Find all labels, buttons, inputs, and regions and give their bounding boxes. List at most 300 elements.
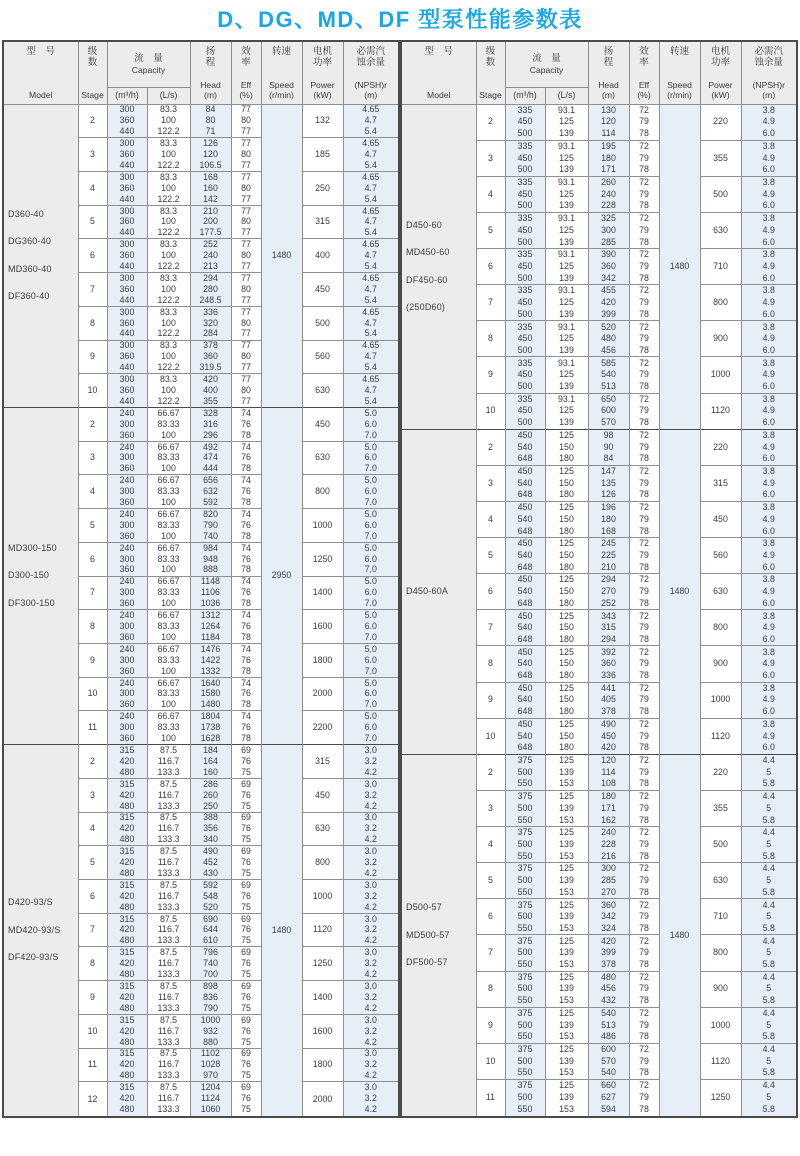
npsh-cell: 6.0	[343, 689, 399, 700]
stage-cell: 9	[78, 981, 107, 1015]
head-cell: 1000	[190, 1014, 231, 1025]
head-cell: 513	[588, 1019, 629, 1031]
head-cell: 1204	[190, 1082, 231, 1093]
stage-cell: 4	[78, 475, 107, 509]
capacity-m3h-cell: 420	[107, 857, 147, 868]
power-cell: 315	[302, 745, 343, 779]
capacity-m3h-cell: 500	[505, 272, 545, 284]
capacity-ls-cell: 139	[545, 803, 588, 815]
npsh-cell: 3.8	[741, 574, 797, 586]
eff-cell: 72	[629, 646, 659, 658]
capacity-ls-cell: 83.3	[147, 171, 190, 182]
npsh-header-lines	[344, 42, 399, 104]
eff-cell: 72	[629, 971, 659, 983]
npsh-cell: 5.0	[343, 677, 399, 688]
power-cell: 630	[700, 863, 741, 899]
eff-cell: 78	[629, 561, 659, 573]
npsh-cell: 5.4	[343, 295, 399, 306]
head-cell: 1422	[190, 655, 231, 666]
eff-cell: 80	[231, 385, 261, 396]
capacity-m3h-cell: 648	[505, 634, 545, 646]
capacity-m3h-cell: 375	[505, 935, 545, 947]
power-cell: 1800	[302, 1048, 343, 1082]
capacity-ls-cell: 87.5	[147, 745, 190, 756]
eff-cell: 78	[629, 381, 659, 393]
col-header-head	[190, 41, 231, 104]
power-label-en: (kW)	[711, 89, 730, 100]
npsh-cell: 7.0	[343, 565, 399, 576]
capacity-m3h-cell: 240	[107, 542, 147, 553]
npsh-cell: 5.0	[343, 610, 399, 621]
head-cell: 420	[190, 374, 231, 385]
head-cell: 600	[588, 405, 629, 417]
capacity-ls-cell: 139	[545, 983, 588, 995]
capacity-m3h-cell: 300	[107, 419, 147, 430]
capacity-m3h-cell: 375	[505, 1007, 545, 1019]
eff-cell: 77	[231, 138, 261, 149]
head-cell: 1312	[190, 610, 231, 621]
capacity-ls-cell: 125	[545, 429, 588, 441]
capacity-ls-cell: 139	[545, 272, 588, 284]
npsh-cell: 4.2	[343, 1003, 399, 1014]
capacity-m3h-cell: 375	[505, 754, 545, 766]
capacity-m3h-cell: 360	[107, 598, 147, 609]
capacity-m3h-cell: 360	[107, 430, 147, 441]
npsh-cell: 3.8	[741, 393, 797, 405]
npsh-cell: 3.2	[343, 1093, 399, 1104]
capacity-ls-cell: 125	[545, 333, 588, 345]
npsh-cell: 4.9	[741, 333, 797, 345]
model-name: D300-150	[8, 570, 50, 581]
capacity-m3h-cell: 450	[505, 646, 545, 658]
eff-cell: 79	[629, 514, 659, 526]
capacity-ls-cell: 116.7	[147, 824, 190, 835]
capacity-ls-cell: 122.2	[147, 362, 190, 373]
stage-cell: 3	[476, 465, 505, 501]
npsh-cell: 4.9	[741, 189, 797, 201]
eff-cell: 74	[231, 542, 261, 553]
head-cell: 240	[588, 189, 629, 201]
eff-cell: 75	[231, 1003, 261, 1014]
eff-cell: 72	[629, 718, 659, 730]
eff-cell: 69	[231, 846, 261, 857]
npsh-cell: 4.2	[343, 936, 399, 947]
capacity-m3h-cell: 420	[107, 790, 147, 801]
power-cell: 450	[302, 407, 343, 441]
head-cell: 114	[588, 767, 629, 779]
head-cell: 610	[190, 936, 231, 947]
head-cell: 280	[190, 284, 231, 295]
capacity-m3h-cell: 360	[107, 531, 147, 542]
head-cell: 171	[588, 164, 629, 176]
col-header-speed	[261, 41, 302, 104]
head-cell: 270	[588, 887, 629, 899]
head-cell: 225	[588, 550, 629, 562]
capacity-m3h-cell: 648	[505, 670, 545, 682]
head-cell: 388	[190, 812, 231, 823]
capacity-m3h-cell: 450	[505, 718, 545, 730]
npsh-cell: 3.2	[343, 958, 399, 969]
power-cell: 500	[700, 827, 741, 863]
capacity-m3h-cell: 335	[505, 285, 545, 297]
head-cell: 126	[190, 138, 231, 149]
head-cell: 1580	[190, 689, 231, 700]
npsh-cell: 6.0	[741, 670, 797, 682]
eff-cell: 77	[231, 239, 261, 250]
capacity-m3h-cell: 648	[505, 561, 545, 573]
model-name: DG360-40	[8, 236, 52, 247]
capacity-ls-cell: 93.1	[545, 393, 588, 405]
npsh-cell: 3.8	[741, 249, 797, 261]
head-cell: 342	[588, 272, 629, 284]
npsh-cell: 4.65	[343, 374, 399, 385]
eff-cell: 77	[231, 374, 261, 385]
capacity-ls-cell: 87.5	[147, 880, 190, 891]
npsh-cell: 3.0	[343, 880, 399, 891]
eff-cell: 79	[629, 1092, 659, 1104]
head-label-en: (m)	[602, 89, 615, 100]
eff-cell: 79	[629, 1019, 659, 1031]
speed-header-lines	[262, 42, 302, 104]
head-label-cn-group	[206, 46, 216, 69]
npsh-cell: 5.8	[741, 995, 797, 1007]
power-label-en: Power	[708, 79, 733, 90]
model-group-cell	[401, 754, 476, 1117]
capacity-m3h-cell: 360	[107, 318, 147, 329]
npsh-cell: 5	[741, 839, 797, 851]
capacity-ls-cell: 125	[545, 152, 588, 164]
npsh-cell: 4.7	[343, 250, 399, 261]
power-cell: 630	[700, 212, 741, 248]
npsh-cell: 4.65	[343, 171, 399, 182]
eff-label-cn-group	[639, 46, 649, 69]
head-cell: 1148	[190, 576, 231, 587]
npsh-cell: 4.7	[343, 115, 399, 126]
head-cell: 456	[588, 345, 629, 357]
capacity-ls-cell: 100	[147, 565, 190, 576]
capacity-ls-cell: 100	[147, 430, 190, 441]
eff-cell: 79	[629, 803, 659, 815]
model-name-stack	[402, 221, 476, 313]
capacity-label-cn: 流 量	[134, 53, 163, 65]
col-header-speed	[659, 41, 700, 104]
eff-cell: 78	[629, 345, 659, 357]
capacity-m3h-cell: 450	[505, 116, 545, 128]
capacity-m3h-cell: 335	[505, 249, 545, 261]
capacity-m3h-cell: 335	[505, 140, 545, 152]
npsh-cell: 4.4	[741, 754, 797, 766]
eff-cell: 78	[231, 666, 261, 677]
capacity-m3h-cell: 500	[505, 767, 545, 779]
head-cell: 1476	[190, 644, 231, 655]
capacity-ls-cell: 93.1	[545, 104, 588, 116]
capacity-m3h-cell: 360	[107, 700, 147, 711]
capacity-ls-cell: 180	[545, 598, 588, 610]
eff-cell: 79	[629, 1056, 659, 1068]
capacity-ls-cell: 122.2	[147, 160, 190, 171]
capacity-m3h-cell: 440	[107, 396, 147, 407]
model-name-stack	[4, 210, 78, 302]
power-cell: 1250	[700, 1079, 741, 1117]
npsh-cell: 4.9	[741, 297, 797, 309]
head-cell: 480	[588, 971, 629, 983]
head-cell: 216	[588, 850, 629, 862]
head-cell: 932	[190, 1026, 231, 1037]
head-cell: 285	[588, 236, 629, 248]
head-cell: 213	[190, 261, 231, 272]
stage-cell: 9	[78, 644, 107, 678]
capacity-ls-cell: 100	[147, 149, 190, 160]
capacity-ls-cell: 153	[545, 959, 588, 971]
capacity-m3h-cell: 540	[505, 622, 545, 634]
power-cell: 710	[700, 899, 741, 935]
npsh-cell: 6.0	[741, 706, 797, 718]
power-cell: 1250	[302, 542, 343, 576]
capacity-m3h-cell: 540	[505, 694, 545, 706]
stage-cell: 10	[476, 393, 505, 429]
capacity-m3h-cell: 550	[505, 959, 545, 971]
eff-cell: 78	[629, 128, 659, 140]
capacity-m3h-cell: 500	[505, 875, 545, 887]
eff-cell: 69	[231, 812, 261, 823]
power-cell: 1000	[302, 880, 343, 914]
eff-cell: 79	[629, 911, 659, 923]
power-cell: 800	[302, 846, 343, 880]
npsh-cell: 4.9	[741, 514, 797, 526]
npsh-cell: 6.0	[343, 453, 399, 464]
npsh-cell: 7.0	[343, 666, 399, 677]
speed-cell: 1480	[261, 745, 302, 1117]
eff-cell: 72	[629, 104, 659, 116]
capacity-ls-cell: 139	[545, 947, 588, 959]
capacity-m3h-cell: 335	[505, 176, 545, 188]
npsh-cell: 3.0	[343, 1048, 399, 1059]
capacity-m3h-cell: 300	[107, 453, 147, 464]
head-cell: 120	[190, 149, 231, 160]
eff-cell: 78	[629, 778, 659, 790]
head-cell: 355	[190, 396, 231, 407]
capacity-ls-cell: 125	[545, 501, 588, 513]
capacity-m3h-cell: 648	[505, 598, 545, 610]
npsh-cell: 3.8	[741, 610, 797, 622]
eff-cell: 75	[231, 767, 261, 778]
capacity-m3h-cell: 450	[505, 501, 545, 513]
capacity-ls-cell: 139	[545, 767, 588, 779]
eff-header-lines	[232, 42, 261, 104]
head-cell: 1184	[190, 632, 231, 643]
model-name: DF500-57	[406, 957, 448, 968]
npsh-cell: 3.2	[343, 891, 399, 902]
head-cell: 286	[190, 778, 231, 789]
head-cell: 888	[190, 565, 231, 576]
model-name: DF360-40	[8, 291, 50, 302]
head-cell: 480	[588, 333, 629, 345]
capacity-ls-cell: 100	[147, 351, 190, 362]
capacity-m3h-cell: 480	[107, 1037, 147, 1048]
capacity-m3h-cell: 240	[107, 610, 147, 621]
head-cell: 210	[588, 561, 629, 573]
eff-cell: 77	[231, 396, 261, 407]
head-cell: 592	[190, 497, 231, 508]
eff-cell: 72	[629, 538, 659, 550]
capacity-m3h-cell: 550	[505, 995, 545, 1007]
capacity-ls-cell: 125	[545, 718, 588, 730]
pump-spec-table-right	[400, 40, 798, 1118]
npsh-cell: 5	[741, 1092, 797, 1104]
capacity-ls-cell: 125	[545, 189, 588, 201]
power-cell: 900	[700, 971, 741, 1007]
capacity-ls-cell: 122.2	[147, 194, 190, 205]
capacity-m3h-cell: 648	[505, 742, 545, 754]
npsh-label-en: (NPSH)r	[752, 79, 785, 90]
head-cell: 106.5	[190, 160, 231, 171]
capacity-m3h-cell: 550	[505, 850, 545, 862]
head-cell: 114	[588, 128, 629, 140]
capacity-m3h-cell: 300	[107, 239, 147, 250]
eff-cell: 79	[629, 478, 659, 490]
capacity-ls-cell: 66.67	[147, 441, 190, 452]
capacity-m3h-cell: 450	[505, 574, 545, 586]
capacity-ls-cell: 83.3	[147, 239, 190, 250]
capacity-m3h-cell: 480	[107, 801, 147, 812]
capacity-ls-cell: 133.3	[147, 1003, 190, 1014]
stage-cell: 8	[78, 947, 107, 981]
model-label-cn: 型 号	[26, 46, 55, 57]
head-cell: 328	[190, 407, 231, 418]
capacity-m3h-cell: 450	[505, 152, 545, 164]
head-cell: 296	[190, 430, 231, 441]
table-body	[401, 104, 797, 1117]
npsh-cell: 3.2	[343, 756, 399, 767]
capacity-m3h-cell: 360	[107, 565, 147, 576]
model-name: D420-93/S	[8, 897, 53, 908]
model-name-stack	[402, 903, 476, 967]
col-header-model	[401, 41, 476, 104]
capacity-m3h-cell: 240	[107, 576, 147, 587]
head-header-lines	[191, 42, 231, 104]
eff-cell: 77	[231, 126, 261, 137]
capacity-m3h-cell: 420	[107, 891, 147, 902]
npsh-cell: 6.0	[343, 520, 399, 531]
capacity-ls-cell: 83.3	[147, 306, 190, 317]
head-cell: 790	[190, 1003, 231, 1014]
capacity-ls-cell: 66.67	[147, 610, 190, 621]
capacity-ls-cell: 100	[147, 733, 190, 744]
capacity-m3h-cell: 335	[505, 321, 545, 333]
eff-cell: 78	[629, 1067, 659, 1079]
capacity-ls-cell: 153	[545, 1031, 588, 1043]
eff-cell: 78	[629, 887, 659, 899]
capacity-ls-cell: 180	[545, 742, 588, 754]
capacity-m3h-cell: 315	[107, 778, 147, 789]
capacity-ls-cell: 153	[545, 1067, 588, 1079]
eff-cell: 72	[629, 1007, 659, 1019]
eff-cell: 78	[629, 236, 659, 248]
col-header-model	[3, 41, 78, 104]
npsh-cell: 6.0	[741, 164, 797, 176]
capacity-m3h-cell: 315	[107, 1014, 147, 1025]
capacity-m3h-cell: 500	[505, 381, 545, 393]
power-label-cn-group	[711, 46, 730, 69]
capacity-m3h-cell: 500	[505, 803, 545, 815]
capacity-m3h-cell: 648	[505, 706, 545, 718]
model-group-cell	[3, 104, 78, 407]
capacity-m3h-cell: 335	[505, 104, 545, 116]
eff-cell: 77	[231, 261, 261, 272]
capacity-m3h-cell: 360	[107, 115, 147, 126]
npsh-cell: 5	[741, 875, 797, 887]
head-cell: 450	[588, 730, 629, 742]
eff-cell: 76	[231, 992, 261, 1003]
capacity-unit-m3h: (m³/h)	[107, 87, 147, 104]
head-cell: 252	[190, 239, 231, 250]
head-cell: 456	[588, 983, 629, 995]
eff-label-en: Eff	[240, 79, 252, 90]
npsh-cell: 6.0	[741, 128, 797, 140]
npsh-cell: 4.4	[741, 899, 797, 911]
eff-cell: 77	[231, 194, 261, 205]
capacity-ls-cell: 153	[545, 778, 588, 790]
capacity-m3h-cell: 240	[107, 677, 147, 688]
npsh-cell: 4.4	[741, 790, 797, 802]
capacity-ls-cell: 180	[545, 634, 588, 646]
stage-cell: 9	[476, 357, 505, 393]
capacity-ls-cell: 150	[545, 441, 588, 453]
capacity-m3h-cell: 540	[505, 550, 545, 562]
npsh-cell: 6.0	[741, 309, 797, 321]
stage-cell: 7	[476, 285, 505, 321]
npsh-cell: 7.0	[343, 497, 399, 508]
npsh-cell: 5.0	[343, 509, 399, 520]
power-cell: 800	[700, 935, 741, 971]
eff-cell: 78	[629, 489, 659, 501]
head-cell: 592	[190, 880, 231, 891]
capacity-ls-cell: 125	[545, 1079, 588, 1091]
stage-label-cn: 数	[87, 57, 98, 69]
capacity-m3h-cell: 480	[107, 1104, 147, 1117]
capacity-m3h-cell: 420	[107, 1093, 147, 1104]
capacity-m3h-cell: 450	[505, 225, 545, 237]
capacity-m3h-cell: 315	[107, 1048, 147, 1059]
npsh-cell: 4.9	[741, 694, 797, 706]
npsh-cell: 3.0	[343, 846, 399, 857]
stage-cell: 4	[476, 176, 505, 212]
head-cell: 240	[588, 827, 629, 839]
capacity-ls-cell: 66.67	[147, 677, 190, 688]
eff-cell: 78	[231, 531, 261, 542]
capacity-m3h-cell: 300	[107, 554, 147, 565]
eff-cell: 69	[231, 1082, 261, 1093]
npsh-cell: 5.4	[343, 329, 399, 340]
head-label-cn: 扬	[603, 46, 614, 57]
head-cell: 360	[588, 899, 629, 911]
power-cell: 800	[302, 475, 343, 509]
npsh-cell: 6.0	[343, 554, 399, 565]
eff-cell: 72	[629, 140, 659, 152]
capacity-ls-cell: 122.2	[147, 295, 190, 306]
capacity-m3h-cell: 550	[505, 1067, 545, 1079]
capacity-ls-cell: 83.33	[147, 588, 190, 599]
power-cell: 315	[700, 465, 741, 501]
head-cell: 690	[190, 913, 231, 924]
eff-cell: 77	[231, 227, 261, 238]
npsh-cell: 4.4	[741, 1007, 797, 1019]
eff-cell: 79	[629, 152, 659, 164]
capacity-m3h-cell: 450	[505, 261, 545, 273]
capacity-m3h-cell: 450	[505, 429, 545, 441]
capacity-m3h-cell: 315	[107, 745, 147, 756]
model-name-stack	[402, 587, 476, 596]
